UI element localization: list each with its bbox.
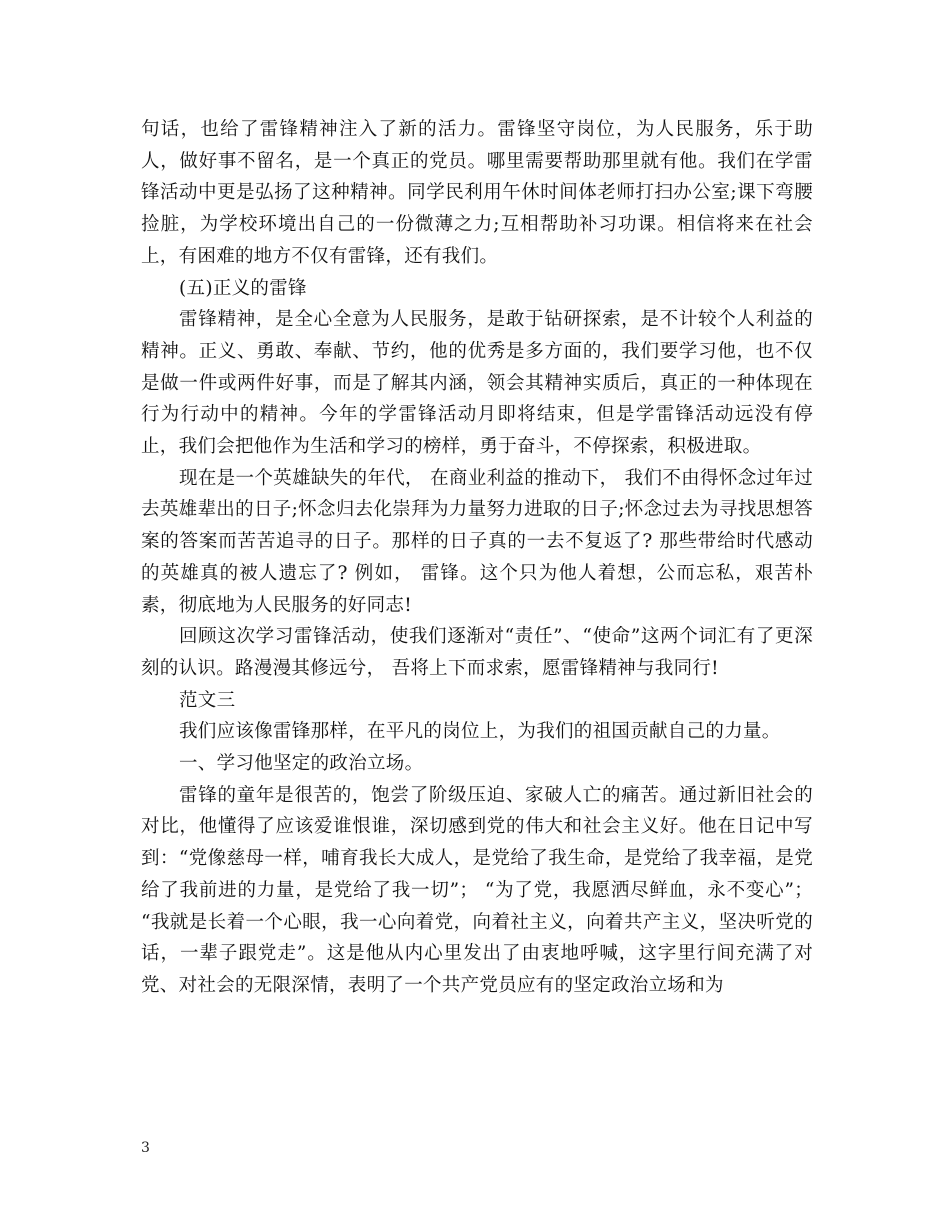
paragraph-should-be-like-leifeng: 我们应该像雷锋那样，在平凡的岗位上，为我们的祖国贡献自己的力量。 xyxy=(179,721,781,743)
document-body xyxy=(141,114,813,1002)
section-heading-sample-three: 范文三 xyxy=(179,689,236,711)
page-number: 3 xyxy=(141,1140,150,1156)
paragraph-hero-era: 现在是一个英雄缺失的年代， 在商业利益的推动下， 我们不由得怀念过年过去英雄辈出的日子;怀念归去化崇拜为力量努力进取的日子;怀念过去为寻找思想答案的答案而苦苦追寻的日子。那样的日子真的一去不复返了? 那些带给时代感动的英雄真的被人遗忘了? 例如， 雷锋。这个只为他人着想，公而忘私，艰苦朴素，彻底地为人民服务的好同志! xyxy=(141,467,813,616)
paragraph-childhood: 雷锋的童年是很苦的，饱尝了阶级压迫、家破人亡的痛苦。通过新旧社会的对比，他懂得了应该爱谁恨谁，深切感到党的伟大和社会主义好。他在日记中写到：“党像慈母一样，哺育我长大成人，是党给了我生命，是党给了我幸福，是党给了我前进的力量，是党给了我一切”； “为了党，我愿洒尽鲜血，永不变心”； “我就是长着一个心眼，我一心向着党，向着社主义，向着共产主义，坚决听党的话，一辈子跟党走”。这是他从内心里发出了由衷地呼喊，这字里行间充满了对党、对社会的无限深情，表明了一个共产党员应有的坚定政治立场和为 xyxy=(141,784,813,996)
paragraph-leifeng-spirit: 雷锋精神，是全心全意为人民服务，是敢于钻研探索，是不计较个人利益的精神。正义、勇敢、奉献、节约，他的优秀是多方面的，我们要学习他，也不仅是做一件或两件好事，而是了解其内涵，领会其精神实质后，真正的一种体现在行为行动中的精神。今年的学雷锋活动月即将结束，但是学雷锋活动远没有停止，我们会把他作为生活和学习的榜样，勇于奋斗，不停探索，积极进取。 xyxy=(141,309,813,458)
paragraph-review-activity: 回顾这次学习雷锋活动，使我们逐渐对“责任”、“使命”这两个词汇有了更深刻的认识。路漫漫其修远兮， 吾将上下而求索，愿雷锋精神与我同行! xyxy=(141,626,813,679)
section-heading-political-stance: 一、学习他坚定的政治立场。 xyxy=(179,753,424,775)
section-heading-righteous-leifeng: (五)正义的雷锋 xyxy=(179,277,307,299)
paragraph-continuation: 句话，也给了雷锋精神注入了新的活力。雷锋坚守岗位，为人民服务，乐于助人，做好事不留名，是一个真正的党员。哪里需要帮助那里就有他。我们在学雷锋活动中更是弘扬了这种精神。同学民利用午休时间体老师打扫办公室;课下弯腰捡脏，为学校环境出自己的一份微薄之力;互相帮助补习功课。相信将来在社会上，有困难的地方不仅有雷锋，还有我们。 xyxy=(141,119,813,267)
